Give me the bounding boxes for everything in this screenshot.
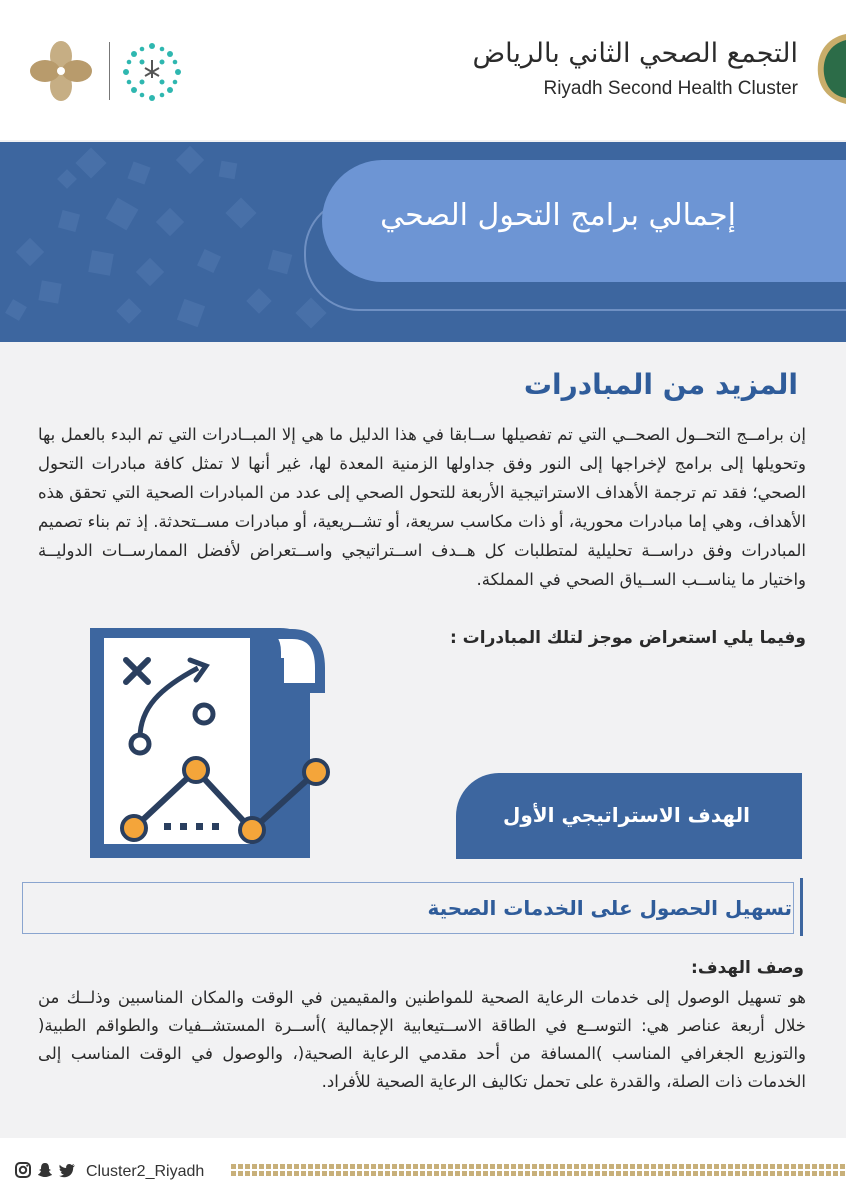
org-name-arabic: التجمع الصحي الثاني بالرياض	[472, 38, 798, 69]
goal-description: هو تسهيل الوصول إلى خدمات الرعاية الصحية للمواطنين والمقيمين في الوقت والمكان المناسبين وذلــك من خلال أربعة عناصر هي: التوســع في الطاقة الاســتيعابية الإجمالية )أســرة المستشــفيات والطواقم الطبية( والتوزيع الجغرافي المناسب )المسافة من أحد مقدمي الرعاية الصحية(، والوصول في الوقت المناسب إلى الخدمات ذات الصلة، والقدرة على تحمل تكاليف الرعاية الصحية للأفراد.	[38, 988, 806, 1091]
banner-title: إجمالي برامج التحول الصحي	[380, 198, 736, 233]
social-links	[14, 1161, 204, 1183]
ministry-of-health-logo	[120, 40, 184, 108]
goal-description-heading: وصف الهدف:	[691, 958, 804, 978]
goal-label: الهدف الاستراتيجي الأول	[502, 803, 750, 827]
vision-2030-logo	[28, 40, 94, 106]
header	[0, 0, 846, 140]
cluster-logo	[812, 30, 846, 112]
twitter-icon[interactable]	[58, 1161, 76, 1183]
footer-pattern	[230, 1162, 846, 1178]
snapchat-icon[interactable]	[36, 1161, 54, 1183]
logo-separator	[109, 42, 110, 100]
goal-title-accent-bar	[800, 878, 803, 936]
org-name-english: Riyadh Second Health Cluster	[543, 78, 798, 99]
section-title: المزيد من المبادرات	[523, 368, 798, 401]
goal-title: تسهيل الحصول على الخدمات الصحية	[427, 896, 792, 920]
social-handle[interactable]: Cluster2_Riyadh	[86, 1163, 205, 1180]
instagram-icon[interactable]	[14, 1161, 32, 1183]
title-banner	[0, 142, 846, 342]
strategy-plan-illustration	[70, 618, 350, 872]
intro-paragraph: إن برامــج التحــول الصحــي التي تم تفصيلها ســابقا في هذا الدليل ما هي إلا المبــادرات التي تم البدء بالعمل بها وتحويلها إلى برامج لإخراجها إلى النور وفق جداولها الزمنية المعدة لها، غير أنها لا تمثل كافة مبادرات التحول الصحي؛ فقد تم ترجمة الأهداف الاستراتيجية الأربعة للتحول الصحي إلى عدد من المبادرات الصحية التي تحقق هذه الأهداف، وهي إما مبادرات محورية، أو ذات مكاسب سريعة، أو تشــريعية، أو مبادرات مســتحدثة. إذ تم بناء تصميم المبادرات وفق دراســة تحليلية لمتطلبات كل هــدف اســتراتيجي واســتعراض لأفضل الممارســات الدوليــة واختيار ما يناســب الســياق الصحي في المملكة.	[38, 425, 806, 589]
lead-sentence: وفيما يلي استعراض موجز لتلك المبادرات :	[449, 628, 806, 648]
